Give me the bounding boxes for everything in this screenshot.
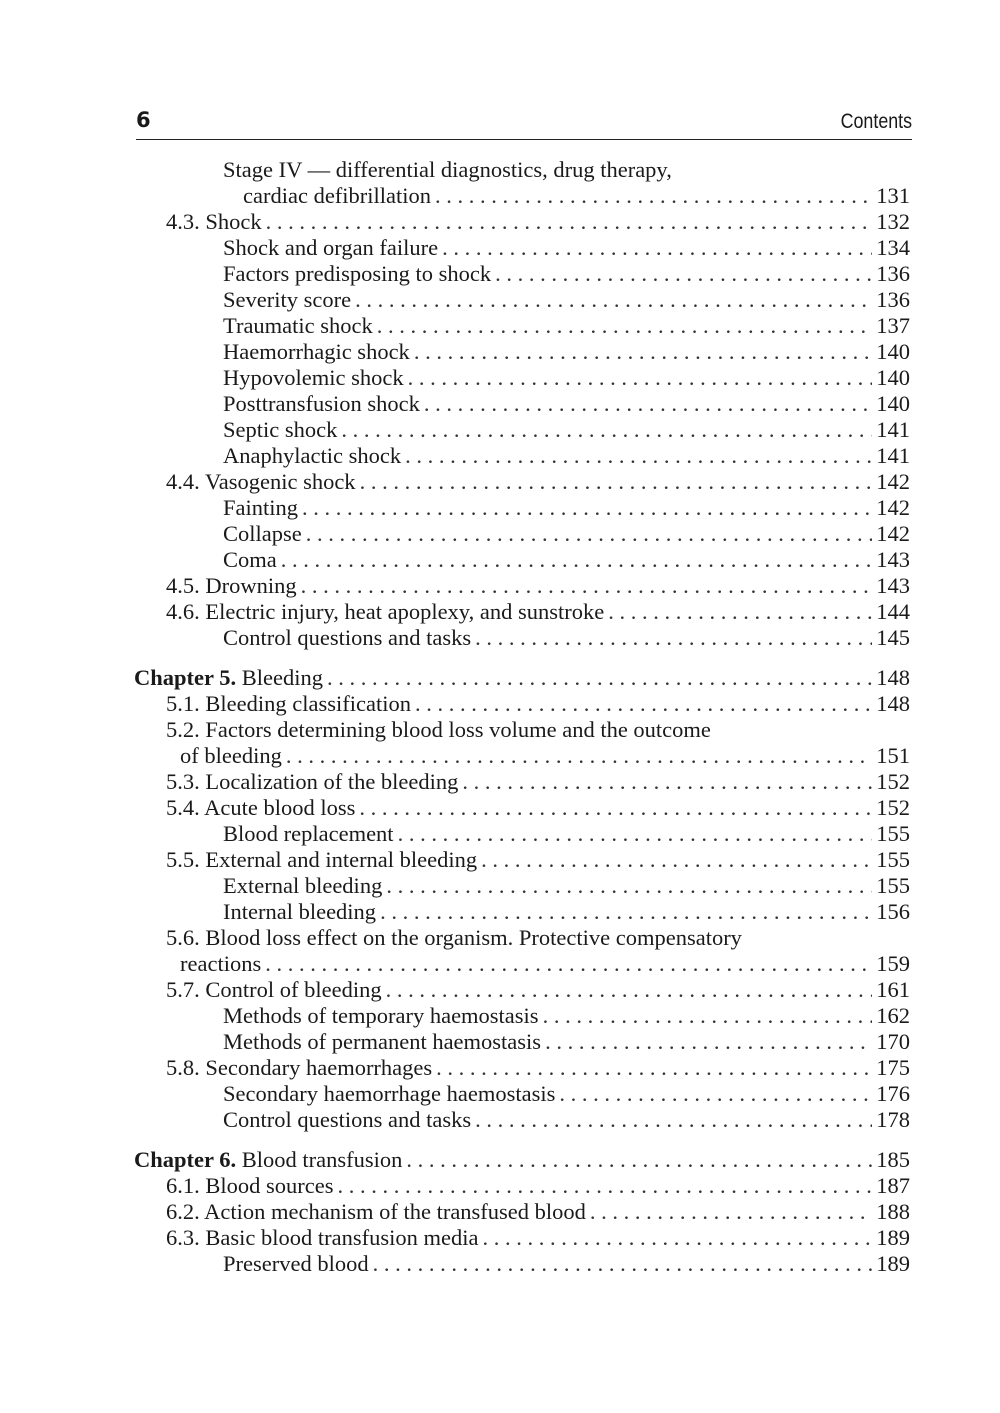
toc-entry-page: 143 [876, 573, 910, 598]
toc-entry-page: 132 [876, 209, 910, 234]
toc-entry-title: Severity score [223, 287, 352, 312]
dot-leader [380, 899, 872, 925]
toc-entry-title: Bleeding [241, 665, 323, 690]
toc-entry [0, 795, 1000, 821]
toc-entry-title: 4.4. Vasogenic shock [166, 469, 356, 494]
dot-leader [338, 1173, 873, 1199]
toc-entry [0, 235, 1000, 261]
toc-entry [0, 417, 1000, 443]
dot-leader [286, 743, 872, 769]
toc-entry-page: 162 [876, 1003, 910, 1028]
dot-leader [281, 547, 872, 573]
toc-entry-title: Methods of permanent haemostasis [223, 1029, 542, 1054]
toc-entry [0, 1199, 1000, 1225]
toc-entry-page: 152 [876, 769, 910, 794]
toc-entry-page: 155 [876, 847, 910, 872]
toc-entry [0, 339, 1000, 365]
toc-entry [0, 717, 1000, 769]
toc-entry-page: 141 [876, 443, 910, 468]
toc-entry [0, 1225, 1000, 1251]
toc-entry-title: Blood transfusion [241, 1147, 403, 1172]
dot-leader [414, 339, 872, 365]
toc-entry-page: 142 [876, 521, 910, 546]
toc-entry-page: 151 [876, 743, 910, 768]
toc-entry [0, 599, 1000, 625]
toc-entry-page: 161 [876, 977, 910, 1002]
dot-leader [327, 665, 872, 691]
toc-entry [0, 625, 1000, 651]
table-of-contents [0, 157, 1000, 1277]
toc-entry-title: cardiac defibrillation [243, 183, 432, 208]
dot-leader [377, 313, 872, 339]
toc-chapter-entry [0, 665, 1000, 691]
dot-leader [481, 847, 872, 873]
dot-leader [301, 573, 872, 599]
toc-entry-page: 140 [876, 365, 910, 390]
toc-entry-page: 156 [876, 899, 910, 924]
toc-entry [0, 1081, 1000, 1107]
dot-leader [359, 795, 872, 821]
toc-entry-page: 131 [876, 183, 910, 208]
toc-entry-title: Haemorrhagic shock [223, 339, 410, 364]
toc-entry [0, 287, 1000, 313]
dot-leader [435, 183, 872, 209]
dot-leader [355, 287, 872, 313]
toc-entry-title-line1: 5.2. Factors determining blood loss volume and the outcome [166, 717, 711, 742]
toc-entry [0, 313, 1000, 339]
toc-entry-page: 170 [876, 1029, 910, 1054]
toc-entry-page: 144 [876, 599, 910, 624]
toc-entry [0, 977, 1000, 1003]
toc-entry [0, 899, 1000, 925]
toc-entry [0, 925, 1000, 977]
toc-entry-title: Coma [223, 547, 277, 572]
toc-entry-title: 4.6. Electric injury, heat apoplexy, and sunstroke [166, 599, 605, 624]
toc-entry [0, 365, 1000, 391]
dot-leader [398, 821, 872, 847]
toc-entry-page: 152 [876, 795, 910, 820]
dot-leader [545, 1029, 872, 1055]
dot-leader [415, 691, 872, 717]
toc-entry-title: Blood replacement [223, 821, 394, 846]
toc-entry [0, 847, 1000, 873]
dot-leader [543, 1003, 872, 1029]
toc-entry [0, 547, 1000, 573]
toc-entry [0, 573, 1000, 599]
toc-entry-title: reactions [180, 951, 262, 976]
running-title: Contents [840, 110, 912, 133]
header-rule [136, 139, 912, 140]
toc-entry-title: Fainting [223, 495, 299, 520]
page-number: 6 [136, 108, 151, 132]
toc-entry-page: 143 [876, 547, 910, 572]
toc-entry-page: 142 [876, 469, 910, 494]
toc-entry-title: 6.2. Action mechanism of the transfused blood [166, 1199, 586, 1224]
toc-entry [0, 1107, 1000, 1133]
dot-leader [302, 495, 872, 521]
toc-entry [0, 521, 1000, 547]
dot-leader [436, 1055, 872, 1081]
toc-entry-title: 5.7. Control of bleeding [166, 977, 382, 1002]
dot-leader [482, 1225, 872, 1251]
toc-entry-title: 4.3. Shock [166, 209, 262, 234]
toc-entry-title: Preserved blood [223, 1251, 369, 1276]
toc-entry-page: 155 [876, 873, 910, 898]
toc-entry-title: 5.5. External and internal bleeding [166, 847, 478, 872]
toc-entry [0, 157, 1000, 209]
dot-leader [386, 873, 872, 899]
dot-leader [475, 1107, 872, 1133]
toc-entry [0, 391, 1000, 417]
dot-leader [266, 209, 872, 235]
dot-leader [424, 391, 872, 417]
toc-entry-title: 4.5. Drowning [166, 573, 297, 598]
toc-entry [0, 873, 1000, 899]
toc-entry-page: 189 [876, 1225, 910, 1250]
dot-leader [462, 769, 872, 795]
toc-entry-title: of bleeding [180, 743, 282, 768]
toc-entry-title: 6.1. Blood sources [166, 1173, 334, 1198]
dot-leader [406, 1147, 872, 1173]
toc-entry-title: Traumatic shock [223, 313, 373, 338]
toc-entry-page: 189 [876, 1251, 910, 1276]
toc-entry-title: Control questions and tasks [223, 625, 472, 650]
toc-entry-page: 140 [876, 391, 910, 416]
dot-leader [442, 235, 872, 261]
dot-leader [590, 1199, 872, 1225]
toc-entry-title: 5.4. Acute blood loss [166, 795, 356, 820]
toc-entry-title: Secondary haemorrhage haemostasis [223, 1081, 556, 1106]
dot-leader [265, 951, 872, 977]
toc-entry [0, 1029, 1000, 1055]
toc-entry-title-line1: Stage IV — differential diagnostics, drug therapy, [223, 157, 672, 182]
toc-entry-title: 5.1. Bleeding classification [166, 691, 411, 716]
toc-entry-title: Internal bleeding [223, 899, 377, 924]
toc-entry-page: 187 [876, 1173, 910, 1198]
toc-entry-page: 141 [876, 417, 910, 442]
toc-entry-page: 142 [876, 495, 910, 520]
toc-entry-title: Collapse [223, 521, 302, 546]
toc-entry-page: 185 [876, 1147, 910, 1172]
toc-entry-page: 140 [876, 339, 910, 364]
toc-entry-title: Anaphylactic shock [223, 443, 402, 468]
toc-entry [0, 1055, 1000, 1081]
toc-entry [0, 1251, 1000, 1277]
toc-entry-title: Control questions and tasks [223, 1107, 472, 1132]
toc-entry-title: Posttransfusion shock [223, 391, 420, 416]
toc-entry [0, 1173, 1000, 1199]
chapter-number: Chapter 6. [134, 1147, 237, 1172]
toc-entry [0, 261, 1000, 287]
dot-leader [341, 417, 872, 443]
dot-leader [608, 599, 872, 625]
dot-leader [306, 521, 872, 547]
toc-entry [0, 495, 1000, 521]
toc-entry-page: 176 [876, 1081, 910, 1106]
toc-entry-page: 188 [876, 1199, 910, 1224]
toc-entry-title: 5.3. Localization of the bleeding [166, 769, 459, 794]
toc-entry-page: 178 [876, 1107, 910, 1132]
toc-entry-title: External bleeding [223, 873, 383, 898]
toc-entry [0, 821, 1000, 847]
toc-entry-page: 136 [876, 287, 910, 312]
toc-entry-title: Septic shock [223, 417, 338, 442]
toc-entry-title: 6.3. Basic blood transfusion media [166, 1225, 479, 1250]
toc-entry-title: Methods of temporary haemostasis [223, 1003, 539, 1028]
toc-entry [0, 1003, 1000, 1029]
dot-leader [475, 625, 872, 651]
chapter-number: Chapter 5. [134, 665, 237, 690]
toc-entry-page: 145 [876, 625, 910, 650]
toc-entry-page: 134 [876, 235, 910, 260]
toc-entry-page: 136 [876, 261, 910, 286]
dot-leader [408, 365, 872, 391]
dot-leader [360, 469, 872, 495]
dot-leader [373, 1251, 872, 1277]
toc-entry [0, 469, 1000, 495]
toc-entry-title: Shock and organ failure [223, 235, 439, 260]
toc-entry-page: 159 [876, 951, 910, 976]
dot-leader [495, 261, 872, 287]
toc-entry-title: Factors predisposing to shock [223, 261, 492, 286]
dot-leader [386, 977, 872, 1003]
toc-entry-page: 175 [876, 1055, 910, 1080]
toc-entry-title-line1: 5.6. Blood loss effect on the organism. Protective compensatory [166, 925, 742, 950]
toc-entry-title: 5.8. Secondary haemorrhages [166, 1055, 433, 1080]
toc-entry [0, 691, 1000, 717]
toc-entry-title: Hypovolemic shock [223, 365, 404, 390]
toc-entry [0, 769, 1000, 795]
toc-entry [0, 443, 1000, 469]
toc-entry-page: 148 [876, 691, 910, 716]
toc-entry-page: 137 [876, 313, 910, 338]
dot-leader [559, 1081, 872, 1107]
toc-chapter-entry [0, 1147, 1000, 1173]
toc-entry-page: 155 [876, 821, 910, 846]
dot-leader [405, 443, 872, 469]
toc-entry [0, 209, 1000, 235]
toc-entry-page: 148 [876, 665, 910, 690]
